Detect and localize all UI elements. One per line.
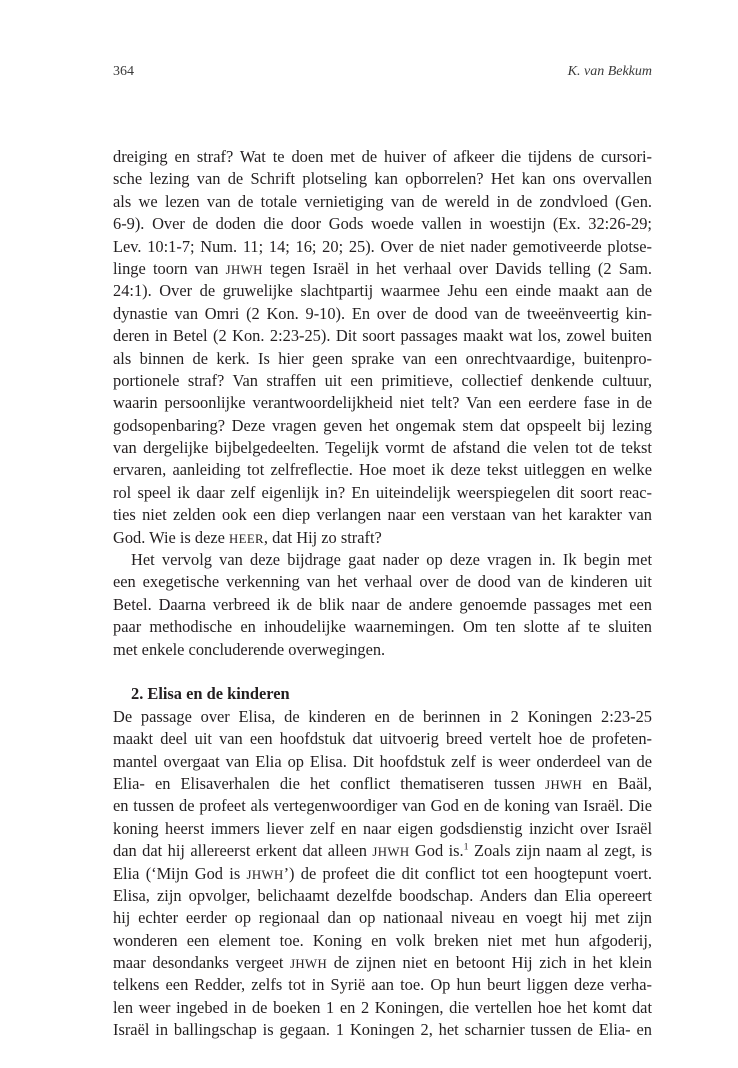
text-line: dreiging en straf? Wat te doen met de huiver of afkeer die tijdens de cursori- [113, 147, 652, 166]
text-run: ’) de profeet die dit conflict tot een hoogtepunt voert. [283, 863, 652, 883]
text-run: God. Wie is deze [113, 527, 230, 547]
text-line: telkens een Redder, zelfs tot in Syrië aan toe. Op hun beurt liggen deze verha- [113, 975, 652, 995]
text-line: De passage over Elisa, de kinderen en de berinnen in 2 Koningen 2:23-25 [113, 706, 652, 726]
paragraph-1 [113, 146, 652, 549]
section-heading: 2. Elisa en de kinderen [131, 684, 290, 704]
text-line [113, 258, 652, 280]
text-line: als we lezen van de totale vernietiging van de wereld in de zondvloed (Gen. [113, 191, 652, 211]
text-run: Zoals zijn naam al zegt, is [468, 841, 652, 861]
text-line: maakt deel uit van een hoofdstuk dat uitvoerig breed vertelt hoe de profeten- [113, 729, 652, 749]
text-line: ties niet zelden ook een diep verlangen naar een verstaan van het karakter van [113, 505, 652, 525]
text-line: en tussen de profeet als vertegenwoordiger van God en de koning van Israël. Die [113, 796, 652, 816]
divine-name: JHWH [372, 845, 410, 860]
text-line [113, 840, 652, 862]
text-line: met enkele concluderende overwegingen. [113, 639, 386, 659]
text-line: paar methodische en inhoudelijke waarnemingen. Om ten slotte af te sluiten [113, 617, 652, 637]
footnote-marker[interactable]: 1 [463, 841, 469, 853]
text-run: maar desondanks vergeet [113, 953, 291, 973]
text-run: dan dat hij allereerst erkent dat alleen [113, 841, 373, 861]
text-line: rol speel ik daar zelf eigenlijk in? En uiteindelijk weerspiegelen dit soort reac- [113, 482, 652, 502]
text-line: mantel overgaat van Elia op Elisa. Dit hoofdstuk zelf is weer onderdeel van de [113, 751, 652, 771]
paragraph-2 [113, 549, 652, 661]
text-run: Elia (‘Mijn God is [113, 863, 247, 883]
divine-name: JHWH [246, 867, 284, 882]
divine-name: JHWH [545, 777, 583, 792]
text-run: linge toorn van [113, 258, 226, 278]
text-line: wonderen een element toe. Koning en volk breken niet met hun afgoderij, [113, 930, 652, 950]
text-line: Elisa, zijn opvolger, belichaamt dezelfde boodschap. Anders dan Elia opereert [113, 885, 652, 905]
text-line: sche lezing van de Schrift plotseling kan opborrelen? Het kan ons overvallen [113, 169, 652, 189]
text-line: len weer ingebed in de boeken 1 en 2 Koningen, die vertellen hoe het komt dat [113, 997, 652, 1017]
running-head-author: K. van Bekkum [567, 64, 652, 79]
text-run: God is. [409, 841, 464, 861]
text-line: van dergelijke bijbelgedeelten. Tegelijk vormt de afstand die velen tot de tekst [113, 438, 652, 458]
text-line: 6-9). Over de doden die door Gods woede vallen in woestijn (Ex. 32:26-29; [113, 214, 652, 234]
text-line: een exegetische verkenning van het verhaal over de dood van de kinderen uit [113, 572, 652, 592]
divine-name: HEER [229, 531, 264, 546]
section-spacer [113, 661, 652, 683]
divine-name: JHWH [225, 262, 263, 277]
text-line: Betel. Daarna verbreed ik de blik naar de andere genoemde passages met een [113, 594, 652, 614]
page-number: 364 [113, 64, 134, 79]
text-line: koning heerst immers liever zelf en naar eigen godsdienstig inzicht over Israël [113, 818, 652, 838]
text-line: Lev. 10:1-7; Num. 11; 14; 16; 20; 25). Over de niet nader gemotiveerde plotse- [113, 236, 652, 256]
text-run: , dat Hij zo straft? [263, 527, 382, 547]
text-line: Het vervolg van deze bijdrage gaat nader op deze vragen in. Ik begin met [131, 550, 652, 570]
text-run: de zijnen niet en betoont Hij zich in het klein [327, 953, 652, 973]
text-line [113, 952, 652, 974]
text-line: als binnen de kerk. Is hier geen sprake van een onrechtvaardige, buitenpro- [113, 348, 652, 368]
text-line: godsopenbaring? Deze vragen geven het ongemak stem dat opspeelt bij lezing [113, 415, 652, 435]
text-line: deren in Betel (2 Kon. 2:23-25). Dit soort passages maakt wat los, zowel buiten [113, 326, 652, 346]
text-line [113, 527, 652, 549]
text-run: Elia- en Elisaverhalen die het conflict thematiseren tussen [113, 773, 546, 793]
text-line: ervaren, aanleiding tot zelfreflectie. Hoe moet ik deze tekst uitleggen en welke [113, 460, 652, 480]
text-line: portionele straf? Van straffen uit een primitieve, collectief denkende cultuur, [113, 370, 652, 390]
text-run: en Baäl, [582, 773, 652, 793]
text-line [113, 863, 652, 885]
paragraph-3 [113, 706, 652, 1042]
text-line: waarin persoonlijke verantwoordelijkheid niet telt? Van een eerdere fase in de [113, 393, 652, 413]
text-line [113, 773, 652, 795]
text-line: 24:1). Over de gruwelijke slachtpartij waarmee Jehu een einde maakt aan de [113, 281, 652, 301]
text-line: Israël in ballingschap is gegaan. 1 Koningen 2, het scharnier tussen de Elia- en [113, 1020, 652, 1040]
text-run: tegen Israël in het verhaal over Davids telling (2 Sam. [262, 258, 652, 278]
body-text [113, 146, 652, 1042]
text-line: hij echter eerder op regionaal dan op nationaal niveau en voegt hij met zijn [113, 908, 652, 928]
divine-name: JHWH [290, 957, 328, 972]
text-line: dynastie van Omri (2 Kon. 9-10). En over de dood van de tweeënveertig kin- [113, 303, 652, 323]
